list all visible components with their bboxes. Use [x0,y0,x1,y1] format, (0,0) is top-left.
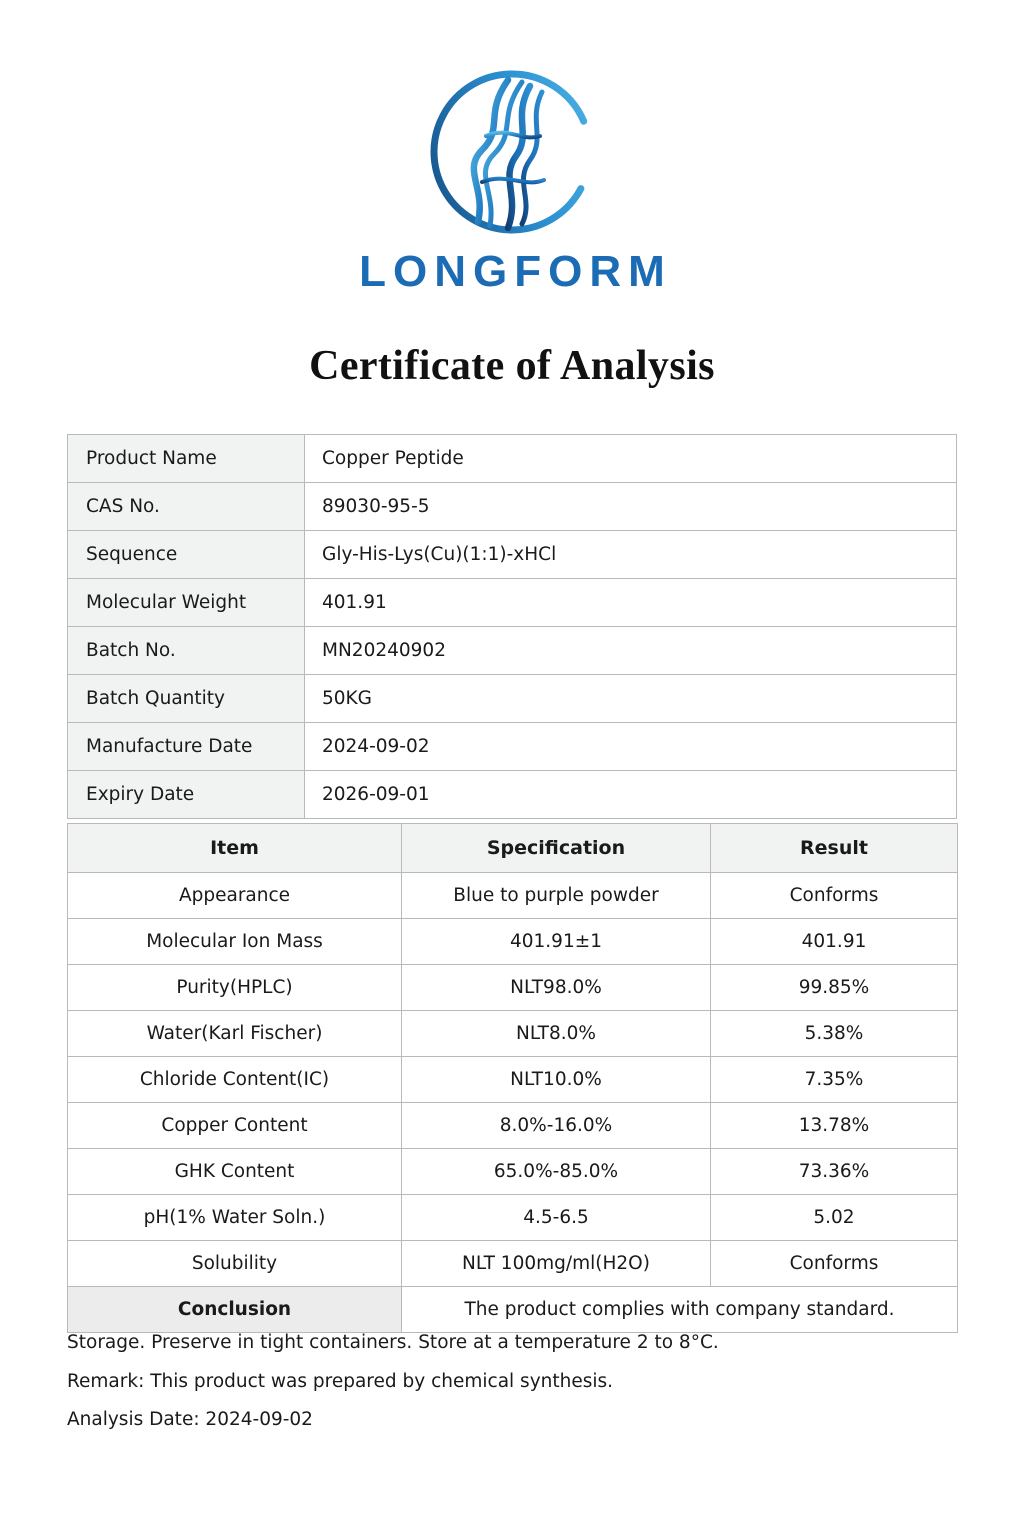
info-row-value: 89030-95-5 [305,483,957,531]
spec-item-cell: Molecular Ion Mass [68,919,402,965]
spec-result-cell: 401.91 [711,919,958,965]
info-row [68,627,957,675]
info-row-value: Gly-His-Lys(Cu)(1:1)-xHCl [305,531,957,579]
info-row [68,771,957,819]
info-row [68,579,957,627]
info-row-label: Batch No. [68,627,305,675]
analysis-date-note: Analysis Date: 2024-09-02 [67,1409,313,1430]
info-row [68,483,957,531]
spec-specification-cell: 4.5-6.5 [402,1195,711,1241]
spec-specification-cell: NLT98.0% [402,965,711,1011]
storage-note: Storage. Preserve in tight containers. Store at a temperature 2 to 8°C. [67,1332,719,1353]
table-row [68,873,958,919]
info-row-value: 2026-09-01 [305,771,957,819]
info-row-label: Expiry Date [68,771,305,819]
spec-item-cell: Solubility [68,1241,402,1287]
info-row-value: 50KG [305,675,957,723]
table-row [68,965,958,1011]
specification-table [67,823,958,1333]
spec-result-cell: 99.85% [711,965,958,1011]
spec-item-cell: GHK Content [68,1149,402,1195]
spec-specification-cell: 65.0%-85.0% [402,1149,711,1195]
spec-item-cell: Chloride Content(IC) [68,1057,402,1103]
spec-specification-cell: NLT 100mg/ml(H2O) [402,1241,711,1287]
spec-item-cell: Water(Karl Fischer) [68,1011,402,1057]
product-info-table [67,434,957,819]
info-row-label: Sequence [68,531,305,579]
info-row [68,723,957,771]
spec-header-cell: Item [68,824,402,873]
spec-specification-cell: 401.91±1 [402,919,711,965]
spec-item-cell: pH(1% Water Soln.) [68,1195,402,1241]
info-row [68,435,957,483]
footer-notes [67,1334,957,1430]
info-row-label: Product Name [68,435,305,483]
spec-specification-cell: 8.0%-16.0% [402,1103,711,1149]
info-row-value: Copper Peptide [305,435,957,483]
conclusion-label: Conclusion [68,1287,402,1333]
info-row-value: 2024-09-02 [305,723,957,771]
info-row [68,675,957,723]
table-row [68,1149,958,1195]
spec-header-cell: Specification [402,824,711,873]
info-row-label: Batch Quantity [68,675,305,723]
spec-specification-cell: NLT10.0% [402,1057,711,1103]
brand-logo-block [0,62,1024,294]
info-row-label: Manufacture Date [68,723,305,771]
info-row-value: MN20240902 [305,627,957,675]
spec-result-cell: 5.02 [711,1195,958,1241]
spec-result-cell: Conforms [711,1241,958,1287]
conclusion-value: The product complies with company standard. [402,1287,958,1333]
info-row-label: CAS No. [68,483,305,531]
spec-specification-cell: NLT8.0% [402,1011,711,1057]
conclusion-row [68,1287,958,1333]
table-row [68,1241,958,1287]
table-row [68,1057,958,1103]
info-row-label: Molecular Weight [68,579,305,627]
spec-specification-cell: Blue to purple powder [402,873,711,919]
spec-item-cell: Appearance [68,873,402,919]
table-row [68,1195,958,1241]
info-row [68,531,957,579]
remark-note: Remark: This product was prepared by chemical synthesis. [67,1370,614,1392]
info-row-value: 401.91 [305,579,957,627]
spec-item-cell: Copper Content [68,1103,402,1149]
table-row [68,1011,958,1057]
brand-wordmark: LONGFORM [359,247,672,296]
table-row [68,1103,958,1149]
spec-header-cell: Result [711,824,958,873]
longform-circular-flame-logo-icon [412,62,612,242]
spec-item-cell: Purity(HPLC) [68,965,402,1011]
spec-result-cell: 13.78% [711,1103,958,1149]
spec-result-cell: 5.38% [711,1011,958,1057]
spec-result-cell: 73.36% [711,1149,958,1195]
spec-result-cell: Conforms [711,873,958,919]
spec-header-row [68,824,958,873]
spec-result-cell: 7.35% [711,1057,958,1103]
page-title: Certificate of Analysis [309,343,715,389]
table-row [68,919,958,965]
